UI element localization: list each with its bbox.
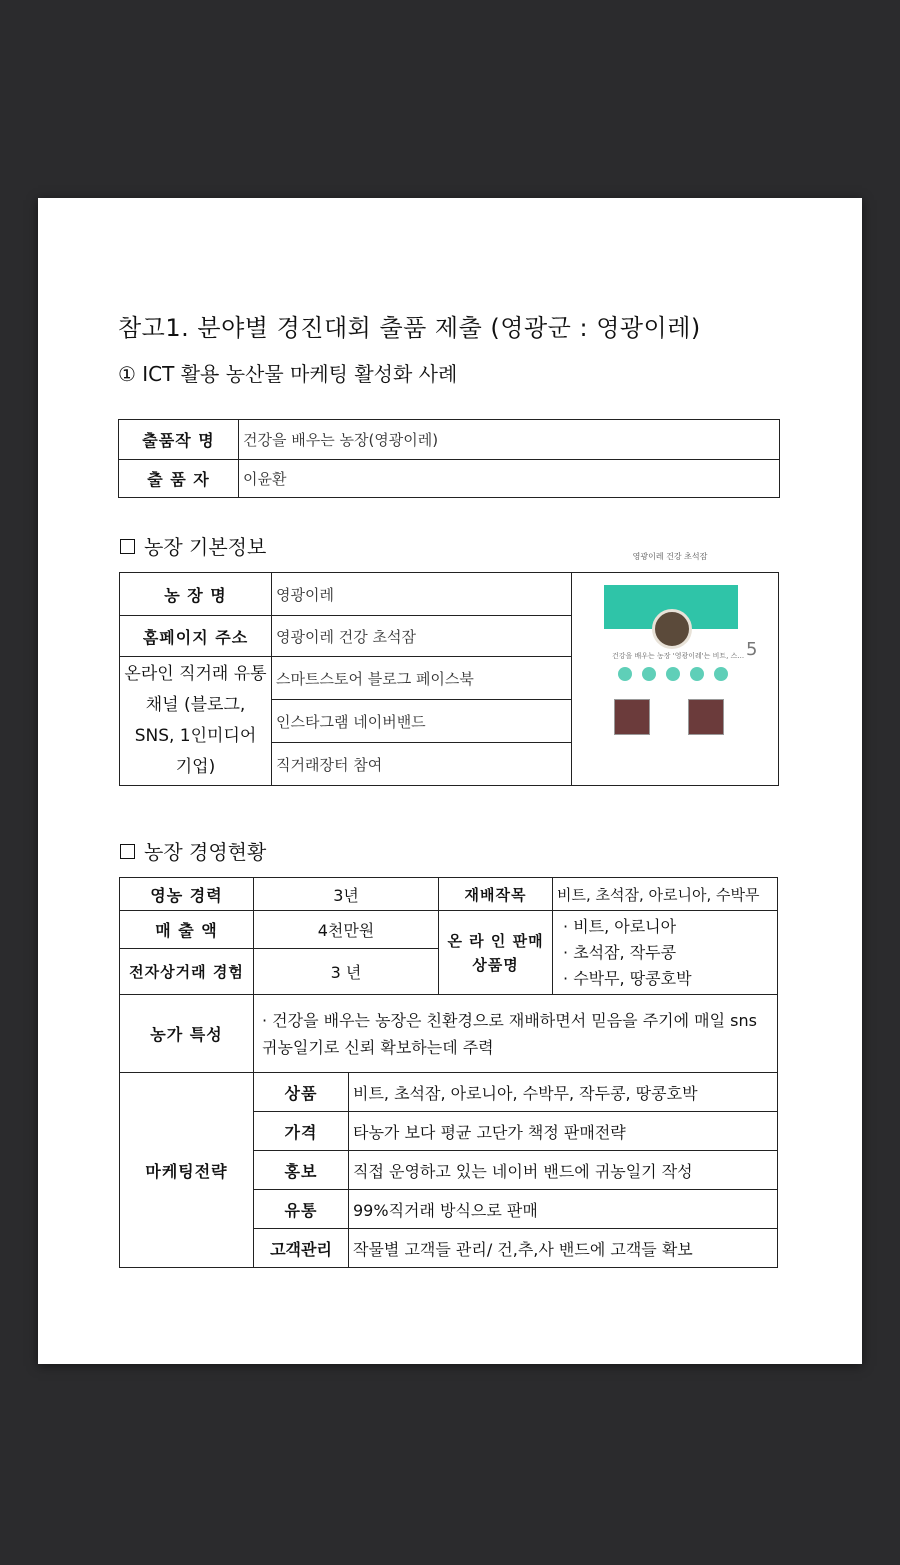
product-thumbnail bbox=[614, 699, 650, 735]
sales-label: 매 출 액 bbox=[120, 911, 254, 949]
management-table bbox=[119, 877, 778, 1268]
farm-name-value: 영광이레 bbox=[272, 573, 572, 616]
channel-label: 온라인 직거래 유통채널 (블로그, SNS, 1인미디어 기업) bbox=[120, 657, 272, 786]
entry-name-label: 출품작 명 bbox=[119, 420, 239, 460]
channel-row: 직거래장터 참여 bbox=[272, 743, 572, 786]
checkbox-square-icon bbox=[120, 539, 135, 554]
entry-table bbox=[118, 419, 780, 498]
category-dot-icon bbox=[690, 667, 704, 681]
crops-value: 비트, 초석잠, 아로니아, 수박무 bbox=[553, 878, 778, 911]
page-subtitle: ① ICT 활용 농산물 마케팅 활성화 사례 bbox=[118, 362, 458, 386]
channel-row: 스마트스토어 블로그 페이스북 bbox=[272, 657, 572, 700]
marketing-item-value: 작물별 고객들 관리/ 건,추,사 밴드에 고객들 확보 bbox=[349, 1229, 778, 1268]
online-products-label: 온 라 인 판매상품명 bbox=[439, 911, 553, 995]
document-page bbox=[38, 198, 862, 1364]
category-dot-icon bbox=[666, 667, 680, 681]
marketing-item-label: 가격 bbox=[254, 1112, 349, 1151]
ecommerce-label: 전자상거래 경험 bbox=[120, 949, 254, 995]
list-item: · 수박무, 땅콩호박 bbox=[563, 968, 692, 988]
marketing-item-label: 고객관리 bbox=[254, 1229, 349, 1268]
marketing-item-label: 유통 bbox=[254, 1190, 349, 1229]
product-thumbnail bbox=[688, 699, 724, 735]
mockup-header: 영광이레 건강 초석잠 bbox=[632, 552, 708, 561]
avatar bbox=[652, 609, 692, 649]
marketing-item-value: 비트, 초석잠, 아로니아, 수박무, 작두콩, 땅콩호박 bbox=[349, 1073, 778, 1112]
category-dot-icon bbox=[714, 667, 728, 681]
entry-name-value: 건강을 배우는 농장(영광이레) bbox=[239, 420, 780, 460]
category-dot-icon bbox=[642, 667, 656, 681]
experience-value: 3년 bbox=[254, 878, 439, 911]
store-mockup bbox=[600, 551, 758, 751]
crops-label: 재배작목 bbox=[439, 878, 553, 911]
farm-info-table bbox=[119, 552, 779, 786]
homepage-label: 홈페이지 주소 bbox=[120, 616, 272, 657]
sales-value: 4천만원 bbox=[254, 911, 439, 949]
category-dot-icon bbox=[618, 667, 632, 681]
list-item: · 비트, 아로니아 bbox=[563, 916, 677, 936]
online-products-list bbox=[553, 911, 778, 995]
checkbox-square-icon bbox=[120, 844, 135, 859]
entry-author-value: 이윤환 bbox=[239, 460, 780, 498]
farm-name-label: 농 장 명 bbox=[120, 573, 272, 616]
marketing-item-label: 상품 bbox=[254, 1073, 349, 1112]
mockup-side-char: 5 bbox=[746, 639, 758, 660]
farm-info-heading: 농장 기본정보 bbox=[120, 531, 266, 560]
store-screenshot-cell bbox=[572, 552, 779, 786]
mockup-tagline: 건강을 배우는 농장 '영광이레'는 비트, 스... bbox=[612, 652, 745, 660]
channel-row: 인스타그램 네이버밴드 bbox=[272, 700, 572, 743]
marketing-item-label: 홍보 bbox=[254, 1151, 349, 1190]
feature-value: · 건강을 배우는 농장은 친환경으로 재배하면서 믿음을 주기에 매일 sns 귀농일기로 신뢰 확보하는데 주력 bbox=[254, 995, 778, 1073]
marketing-item-value: 99%직거래 방식으로 판매 bbox=[349, 1190, 778, 1229]
list-item: · 초석잠, 작두콩 bbox=[563, 942, 677, 962]
marketing-label: 마케팅전략 bbox=[120, 1073, 254, 1268]
page-title: 참고1. 분야별 경진대회 출품 제출 (영광군 : 영광이레) bbox=[118, 314, 701, 342]
entry-author-label: 출 품 자 bbox=[119, 460, 239, 498]
marketing-item-value: 타농가 보다 평균 고단가 책정 판매전략 bbox=[349, 1112, 778, 1151]
feature-label: 농가 특성 bbox=[120, 995, 254, 1073]
management-heading: 농장 경영현황 bbox=[120, 836, 266, 865]
ecommerce-value: 3 년 bbox=[254, 949, 439, 995]
experience-label: 영농 경력 bbox=[120, 878, 254, 911]
marketing-item-value: 직접 운영하고 있는 네이버 밴드에 귀농일기 작성 bbox=[349, 1151, 778, 1190]
homepage-value: 영광이레 건강 초석잠 bbox=[272, 616, 572, 657]
